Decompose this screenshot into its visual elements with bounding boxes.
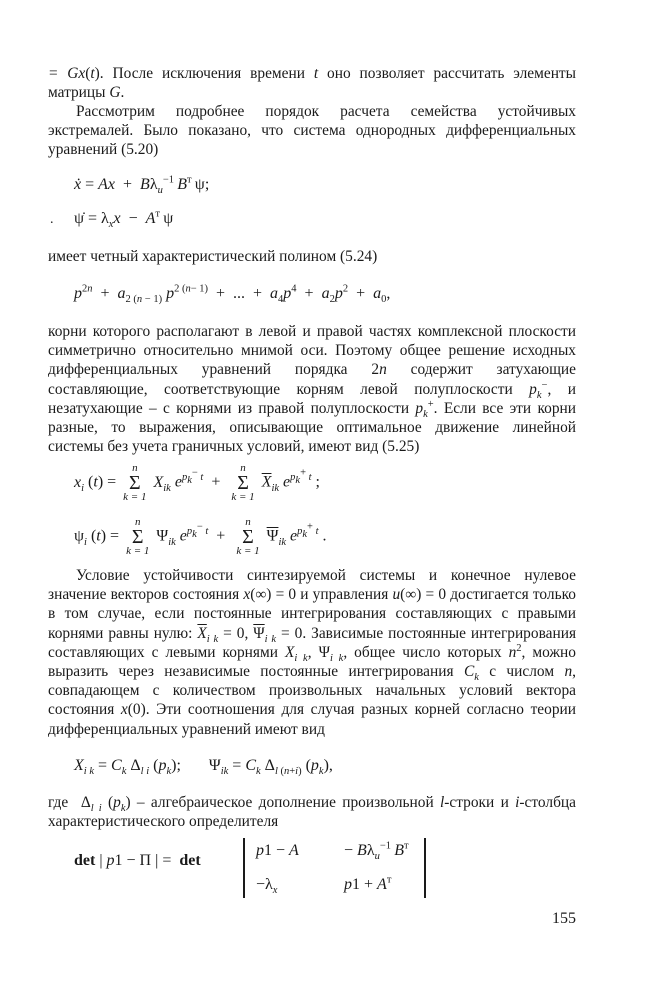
margin-dot: . (50, 212, 54, 227)
equation-constants: $X_{i k} = C_k$ $\Delta_{l i}$ $(p_k)$; $\Psi_{ik} = C_k$ $\Delta_{l (n+i)}$ $(p_k)$, (74, 757, 333, 778)
determinant-left-bar (243, 838, 245, 898)
equation-psii: $\psi_i$ (t) = n Σ k = 1 $\Psi_{ik}$ $e^{p_k^- t}$ + n Σ k = 1 $\overline{\Psi}_{ik}$ $e^{p_k^+ t}$ . (74, 516, 327, 557)
paragraph-5: Условие устойчивости синтезируемой системы и конечное нулевое значение векторов состояния x(∞) = 0 и управления u(∞) = 0 достигается только в том случае, если постоянные интегрирования составляющих с правыми корнями равны нулю: $\overline{X}_{i k} = 0$, $\overline{\Psi}_{i k} = 0$. Зависимые постоянные интегрирования составляющих с левыми корнями $X_{i k}$, $\Psi_{i k}$, общее число которых $n^2$, можно выразить через независимые постоянные интегрирования $C_k$ с числом n, совпадающем с количеством произвольных начальных условий вектора состояния x(0). Эти соотношения для случая разных корней согласно теории дифференциальных уравнений имеют вид (48, 567, 577, 738)
determinant-cell-12: − $B\lambda_u^{-1}$ $B^т$ (344, 840, 409, 863)
equation-state: ẋ = $Ax + B\lambda_u^{-1}$ $B^т$ ψ; (74, 174, 210, 197)
equation-polynomial: $p^{2n} + a_{2 (n - 1)}$ $p^{2 (n- 1)}$ + ... + $a_4p^4 + a_2p^2 + a_0$, (74, 283, 391, 306)
paragraph-3: имеет четный характеристический полином (5.24) (48, 248, 378, 265)
equation-determinant-lhs: det | p1 − Π | = det (74, 852, 201, 869)
equation-costate: ψ̇ = $\lambda_xx - A^т$ ψ (74, 208, 174, 231)
determinant-cell-21: $-\lambda_x$ (256, 876, 278, 897)
p1-text: = Gx(t). После исключения времени t оно позволяет рассчитать элементы матрицы G. (48, 65, 576, 102)
equation-xi: $x_i$ (t) = n Σ k = 1 $X_{ik}$ $e^{p_k^- t}$ + n Σ k = 1 $\overline{X}_{ik}$ $e^{p_k^+ t}$ ; (74, 462, 320, 503)
paragraph-6: где $\Delta_{l i}$ $(p_k)$ – алгебраическое дополнение произвольной l-строки и i-столбца характеристического определителя (48, 794, 576, 831)
determinant-cell-11: p1 − A (256, 842, 299, 859)
determinant-right-bar (424, 838, 426, 898)
page-number: 155 (552, 910, 576, 927)
paragraph-4: корни которого располагают в левой и правой частях комплексной плоскости симметрично относительно мнимой оси. Поэтому общее решение исходных дифференциальных уравнений порядка 2n содержит затухающие составляющие, соответствующие корням левой полуплоскости $p_k^-$, и незатухающие – с корнями из правой полуплоскости $p_k^+$. Если все эти корни разные, то выражения, описывающие оптимальное движение линейной системы без учета граничных условий, имеют вид (5.25) (48, 323, 577, 456)
determinant-cell-22: $p1 + A^т$ (344, 874, 392, 893)
paragraph-2: Рассмотрим подробнее порядок расчета семейства устойчивых экстремалей. Было показано, что система однородных дифференциальных уравнений (5.20) (48, 103, 576, 159)
paragraph-1 (48, 64, 576, 102)
